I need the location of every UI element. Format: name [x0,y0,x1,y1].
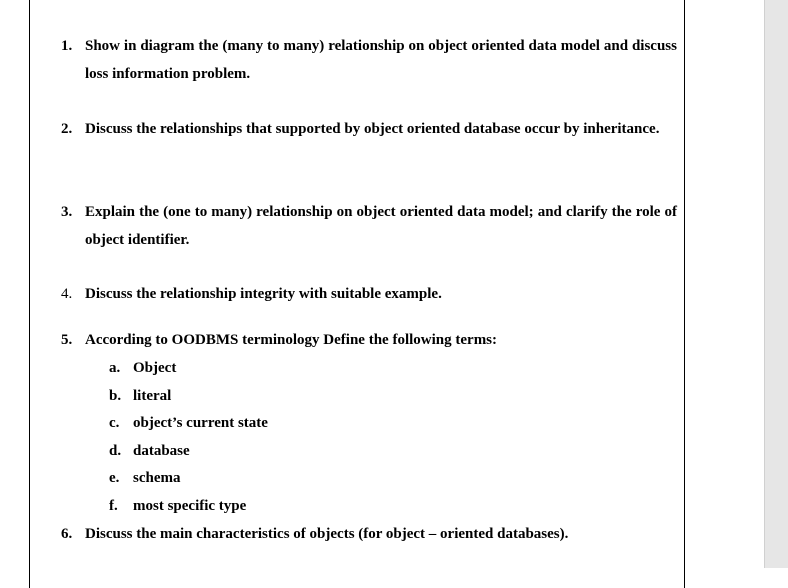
term-letter: d. [109,443,122,459]
term-letter: e. [109,470,120,486]
term-letter: a. [109,360,121,376]
question-6 [61,521,677,549]
term-letter: f. [109,498,118,514]
question-number: 5. [61,332,73,348]
question-2 [61,116,677,144]
question-text: Show in diagram the (many to many) relationship on object oriented data model and discuss loss information problem. [85,38,677,82]
question-number: 4. [61,286,73,302]
term-letter: b. [109,388,122,404]
question-1 [61,33,677,88]
term-text: object’s current state [133,415,268,431]
question-3 [61,199,677,254]
question-text: Discuss the main characteristics of objects (for object – oriented databases). [85,526,569,542]
term-text: Object [133,360,177,376]
term-text: most specific type [133,498,247,514]
question-5 [61,327,677,355]
question-number: 1. [61,38,73,54]
question-text: According to OODBMS terminology Define the following terms: [85,332,498,348]
term-text: literal [133,388,172,404]
vertical-scrollbar[interactable] [764,0,788,568]
question-number: 2. [61,121,73,137]
question-number: 3. [61,204,73,220]
term-text: schema [133,470,181,486]
question-number: 6. [61,526,73,542]
question-text: Discuss the relationships that supported by object oriented database occur by inheritance. [85,121,660,137]
term-letter: c. [109,415,120,431]
question-text: Discuss the relationship integrity with suitable example. [85,286,442,302]
term-text: database [133,443,190,459]
question-text: Explain the (one to many) relationship on object oriented data model; and clarify the role of object identifier. [85,204,677,248]
question-4 [61,281,677,309]
